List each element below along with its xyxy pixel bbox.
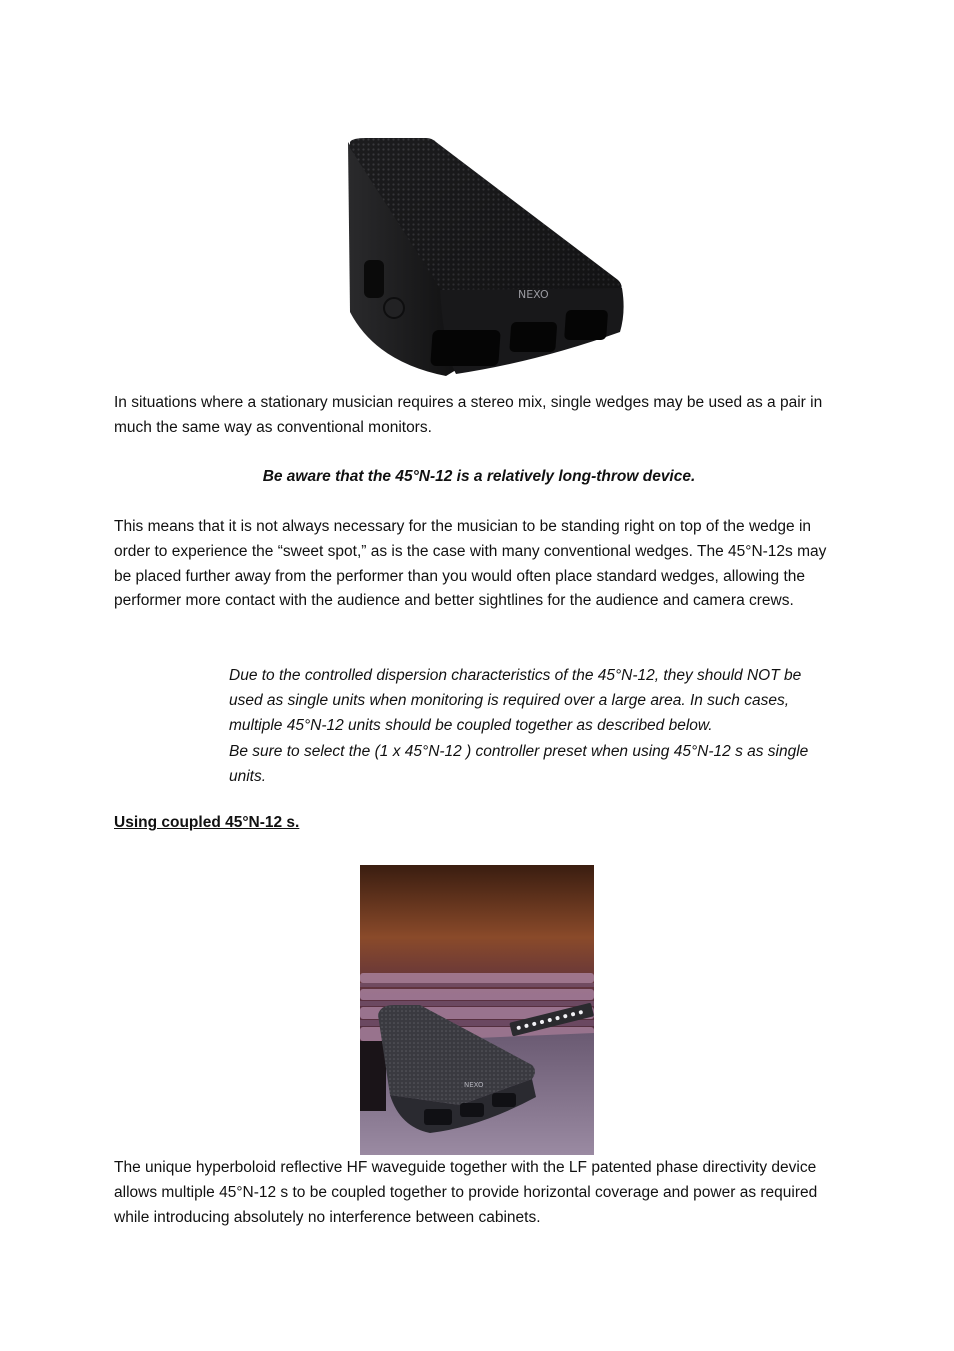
note-paragraph-2: Be sure to select the (1 x 45°N-12 ) controller preset when using 45°N-12 s as single units. (229, 743, 809, 785)
speaker-wedge-image (336, 112, 636, 380)
closing-paragraph: The unique hyperboloid reflective HF waveguide together with the LF patented phase directivity device allows multiple 45°N-12 s to be coupled together to provide horizontal coverage and power as required while introducing absolutely no interference between cabinets. (114, 1159, 818, 1226)
brand-logo-icon: NEXO (464, 1081, 484, 1089)
section-heading: Using coupled 45°N-12 s. (114, 814, 300, 831)
explanation-paragraph: This means that it is not always necessary for the musician to be standing right on top of the wedge in order to experience the “sweet spot,” as is the case with many conventional wedges. The 45°N-12s may be placed further away from the performer than you would often place standard wedges, allowing the performer more contact with the audience and better sightlines for the audience and camera crews. (114, 518, 827, 610)
warning-paragraph: Be aware that the 45°N-12 is a relatively long-throw device. (262, 468, 696, 485)
intro-paragraph: In situations where a stationary musician requires a stereo mix, single wedges may be used as a pair in much the same way as conventional monitors. (114, 394, 823, 436)
stage-photo-image (360, 865, 594, 1155)
brand-logo-icon: NEXO (518, 288, 549, 301)
note-paragraph-1: Due to the controlled dispersion characteristics of the 45°N-12, they should NOT be used as single units when monitoring is required over a large area. In such cases, multiple 45°N-12 units should be coupled together as described below. (229, 667, 802, 734)
